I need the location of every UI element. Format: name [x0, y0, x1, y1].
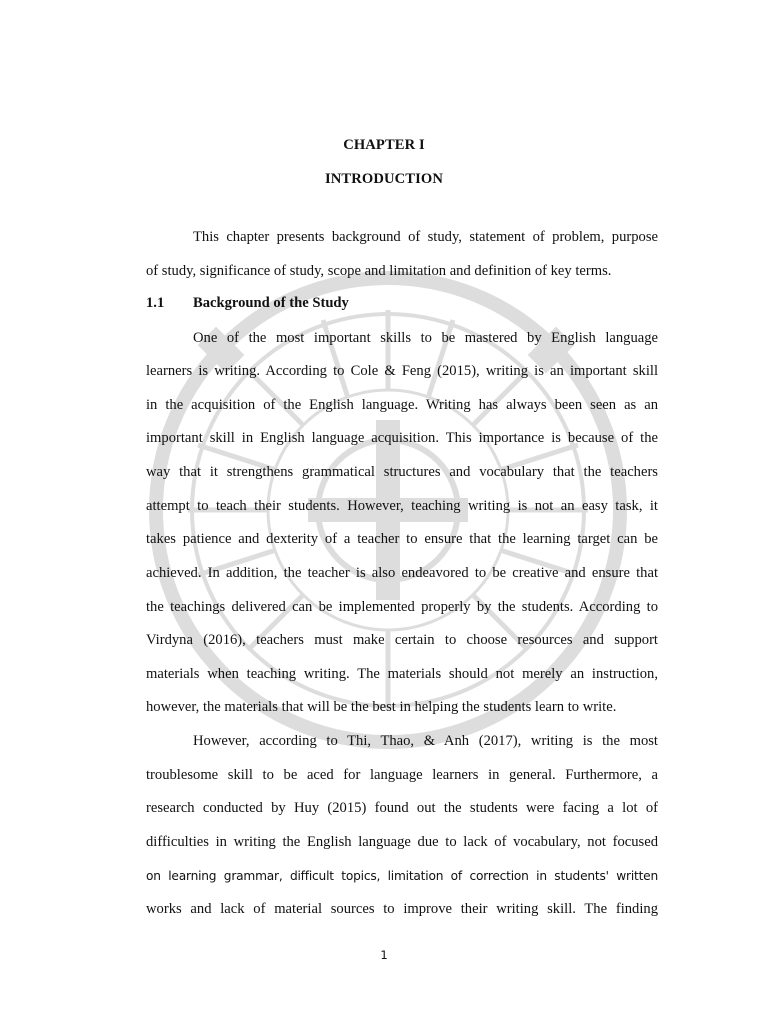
paragraph-line: the teachings delivered can be implemented properly by the students. According to: [146, 599, 658, 615]
paragraph-line: However, according to Thi, Thao, & Anh (2017), writing is the most: [193, 733, 658, 749]
paragraph-line: learners is writing. According to Cole & Feng (2015), writing is an important skill: [146, 363, 658, 379]
paragraph-line: research conducted by Huy (2015) found out the students were facing a lot of: [146, 800, 658, 816]
intro-line: of study, significance of study, scope and limitation and definition of key terms.: [146, 263, 612, 279]
paragraph-line: way that it strengthens grammatical structures and vocabulary that the teachers: [146, 464, 658, 480]
chapter-heading: CHAPTER I: [343, 137, 425, 153]
paragraph-line: troublesome skill to be aced for language learners in general. Furthermore, a: [146, 767, 658, 783]
chapter-title: INTRODUCTION: [325, 171, 443, 187]
paragraph-line: materials when teaching writing. The materials should not merely an instruction,: [146, 666, 658, 682]
intro-line: This chapter presents background of study, statement of problem, purpose: [193, 229, 658, 245]
section-title: Background of the Study: [193, 295, 349, 311]
paragraph-line: takes patience and dexterity of a teacher to ensure that the learning target can be: [146, 531, 658, 547]
paragraph-line: important skill in English language acquisition. This importance is because of the: [146, 430, 658, 446]
paragraph-line: on learning grammar, difficult topics, limitation of correction in students' written: [146, 869, 658, 883]
paragraph-line: however, the materials that will be the best in helping the students learn to write.: [146, 699, 617, 715]
paragraph-line: Virdyna (2016), teachers must make certain to choose resources and support: [146, 632, 658, 648]
section-number: 1.1: [146, 295, 165, 311]
paragraph-line: One of the most important skills to be mastered by English language: [193, 330, 658, 346]
paragraph-line: works and lack of material sources to improve their writing skill. The finding: [146, 901, 658, 917]
paragraph-line: in the acquisition of the English language. Writing has always been seen as an: [146, 397, 658, 413]
paragraph-line: attempt to teach their students. However, teaching writing is not an easy task, it: [146, 498, 658, 514]
page-number: 1: [380, 948, 388, 962]
paragraph-line: achieved. In addition, the teacher is also endeavored to be creative and ensure that: [146, 565, 658, 581]
paragraph-line: difficulties in writing the English language due to lack of vocabulary, not focused: [146, 834, 658, 850]
